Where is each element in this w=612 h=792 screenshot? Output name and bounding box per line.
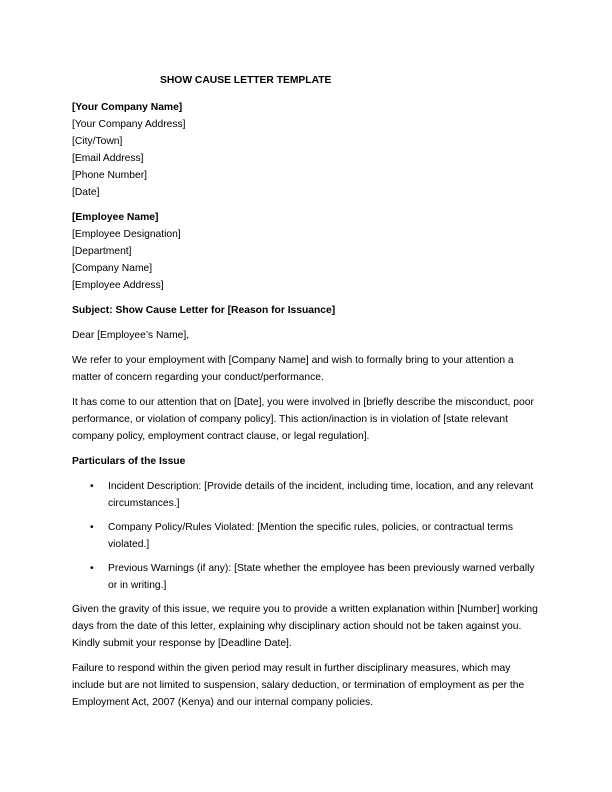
document-title: SHOW CAUSE LETTER TEMPLATE [160,75,332,86]
incident-paragraph: It has come to our attention that on [Date], you were involved in [briefly describe the misconduct, poor performance, or violation of company policy]. This action/inaction is in violation of [state relevant company policy, employment contract clause, or legal regulation]. [72,397,534,442]
recipient-company-name: [Company Name] [72,263,153,274]
sender-address-block [72,99,542,201]
bullet-icon: • [90,522,94,533]
list-item [72,478,542,512]
list-item-text: Company Policy/Rules Violated: [Mention the specific rules, policies, or contractual terms violated.] [108,522,514,550]
sender-company-address: [Your Company Address] [72,119,186,130]
letter-page [72,72,542,719]
recipient-address-block [72,209,542,294]
list-item-text: Previous Warnings (if any): [State whether the employee has been previously warned verbally or in writing.] [108,563,535,591]
recipient-department: [Department] [72,246,132,257]
list-item-text: Incident Description: [Provide details of the incident, including time, location, and any relevant circumstances.] [108,481,534,509]
intro-paragraph: We refer to your employment with [Company Name] and wish to formally bring to your attention a matter of concern regarding your conduct/performance. [72,355,514,383]
sender-company-name: [Your Company Name] [72,102,183,113]
list-item [72,519,542,553]
request-paragraph: Given the gravity of this issue, we require you to provide a written explanation within [Number] working days from the date of this letter, explaining why disciplinary action should not be taken against you. Kindly submit your response by [Deadline Date]. [72,604,538,649]
bullet-icon: • [90,563,94,574]
salutation: Dear [Employee’s Name], [72,330,190,341]
subject-line: Subject: Show Cause Letter for [Reason for Issuance] [72,305,336,316]
sender-email: [Email Address] [72,153,144,164]
consequence-paragraph: Failure to respond within the given period may result in further disciplinary measures, which may include but are not limited to suspension, salary deduction, or termination of employment as per the Employment Act, 2007 (Kenya) and our internal company policies. [72,663,525,708]
recipient-employee-name: [Employee Name] [72,212,159,223]
letter-date: [Date] [72,187,100,198]
bullet-icon: • [90,481,94,492]
particulars-heading: Particulars of the Issue [72,456,186,467]
recipient-designation: [Employee Designation] [72,229,181,240]
sender-phone: [Phone Number] [72,170,147,181]
particulars-list [72,478,542,594]
list-item [72,560,542,594]
recipient-address: [Employee Address] [72,280,164,291]
sender-city: [City/Town] [72,136,123,147]
